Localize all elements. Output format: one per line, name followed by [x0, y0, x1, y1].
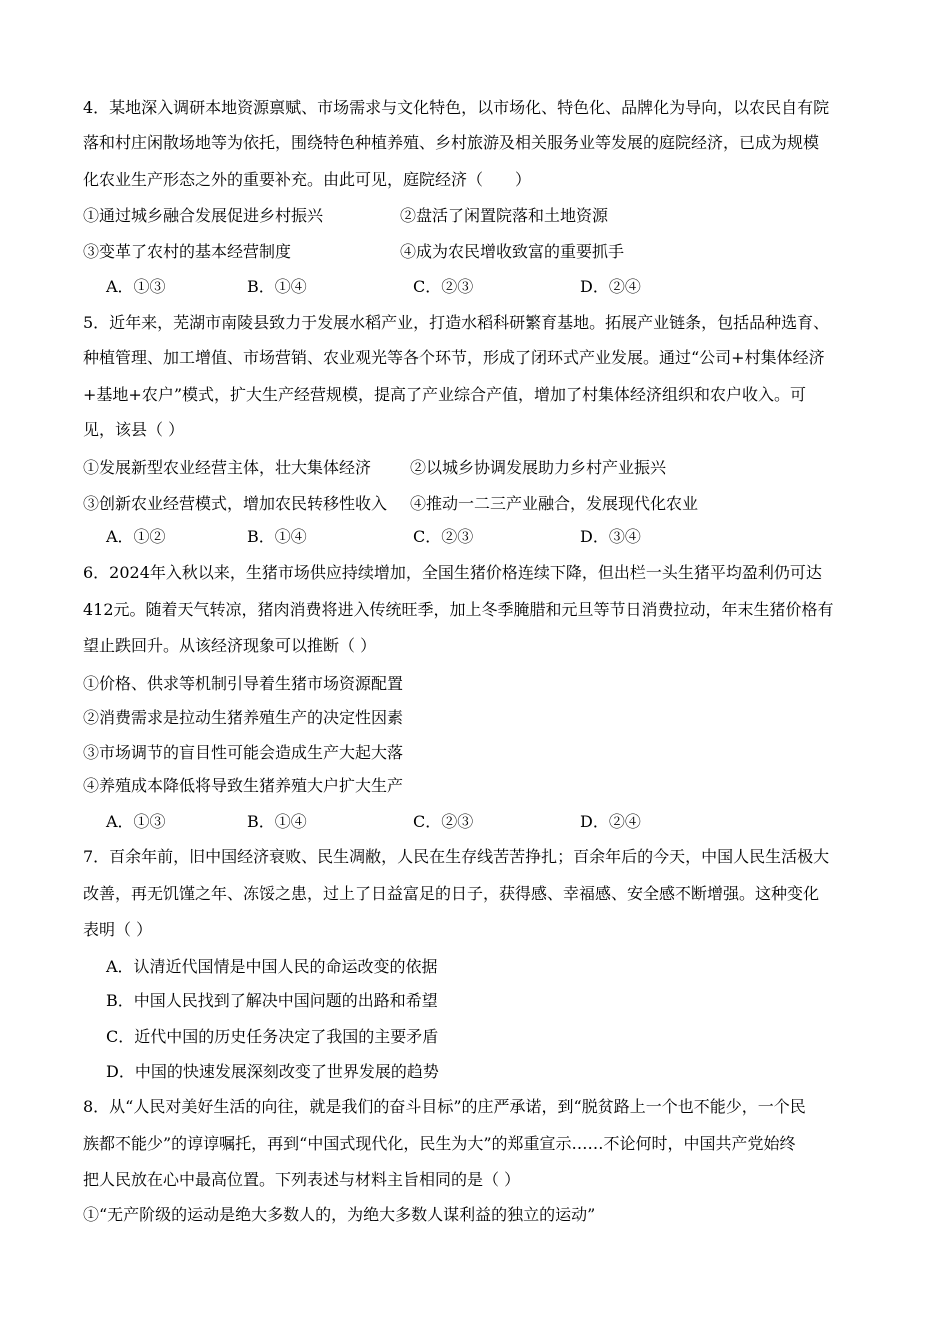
q5-option-a[interactable]: A．①② — [106, 527, 166, 546]
q5-statement-3: ③创新农业经营模式，增加农民转移性收入 — [83, 494, 388, 513]
q8-stem-line-1: 8．从“人民对美好生活的向往，就是我们的奋斗目标”的庄严承诺，到“脱贫路上一个也不能少，一个民 — [83, 1097, 806, 1116]
q5-statement-2: ②以城乡协调发展助力乡村产业振兴 — [410, 458, 667, 477]
q4-option-b[interactable]: B．①④ — [247, 277, 307, 296]
q6-statement-4: ④养殖成本降低将导致生猪养殖大户扩大生产 — [83, 776, 404, 795]
q6-option-a[interactable]: A．①③ — [106, 812, 166, 831]
q7-option-d[interactable]: D．中国的快速发展深刻改变了世界发展的趋势 — [106, 1062, 439, 1081]
q6-stem-line-3: 望止跌回升。从该经济现象可以推断（ ） — [83, 636, 377, 655]
q6-option-c[interactable]: C．②③ — [413, 812, 474, 831]
q4-stem-line-2: 落和村庄闲散场地等为依托，围绕特色种植养殖、乡村旅游及相关服务业等发展的庭院经济，已成为规模 — [83, 133, 820, 152]
q5-stem-line-2: 种植管理、加工增值、市场营销、农业观光等各个环节，形成了闭环式产业发展。通过“公司+村集体经济 — [83, 348, 825, 367]
q4-stem-line-1: 4．某地深入调研本地资源禀赋、市场需求与文化特色，以市场化、特色化、品牌化为导向，以农民自有院 — [83, 98, 830, 117]
q6-statement-2: ②消费需求是拉动生猪养殖生产的决定性因素 — [83, 708, 404, 727]
q4-stem-line-3: 化农业生产形态之外的重要补充。由此可见，庭院经济（ ） — [83, 170, 532, 189]
q5-statement-4: ④推动一二三产业融合，发展现代化农业 — [410, 494, 699, 513]
q4-option-c[interactable]: C．②③ — [413, 277, 474, 296]
q6-stem-line-1: 6．2024年入秋以来，生猪市场供应持续增加，全国生猪价格连续下降，但出栏一头生猪平均盈利仍可达 — [83, 563, 822, 582]
q4-option-d[interactable]: D．②④ — [580, 277, 641, 296]
q4-statement-3: ③变革了农村的基本经营制度 — [83, 242, 292, 261]
q7-stem-line-3: 表明（ ） — [83, 920, 153, 939]
q5-stem-line-4: 见，该县（ ） — [83, 420, 185, 439]
q8-statement-1: ①“无产阶级的运动是绝大多数人的，为绝大多数人谋利益的独立的运动” — [83, 1205, 596, 1224]
q4-statement-1: ①通过城乡融合发展促进乡村振兴 — [83, 206, 324, 225]
q6-option-d[interactable]: D．②④ — [580, 812, 641, 831]
q6-statement-3: ③市场调节的盲目性可能会造成生产大起大落 — [83, 743, 404, 762]
q6-option-b[interactable]: B．①④ — [247, 812, 307, 831]
q6-stem-line-2: 412元。随着天气转凉，猪肉消费将进入传统旺季，加上冬季腌腊和元旦等节日消费拉动，年末生猪价格有 — [83, 600, 834, 619]
q5-stem-line-1: 5．近年来，芜湖市南陵县致力于发展水稻产业，打造水稻科研繁育基地。拓展产业链条，包括品种选育、 — [83, 313, 830, 332]
q7-stem-line-1: 7．百余年前，旧中国经济衰败、民生凋敝，人民在生存线苦苦挣扎；百余年后的今天，中国人民生活极大 — [83, 847, 830, 866]
q5-statement-1: ①发展新型农业经营主体，壮大集体经济 — [83, 458, 372, 477]
q7-option-b[interactable]: B．中国人民找到了解决中国问题的出路和希望 — [106, 991, 438, 1010]
q4-statement-4: ④成为农民增收致富的重要抓手 — [400, 242, 625, 261]
q5-option-d[interactable]: D．③④ — [580, 527, 641, 546]
q4-statement-2: ②盘活了闲置院落和土地资源 — [400, 206, 609, 225]
q7-stem-line-2: 改善，再无饥馑之年、冻馁之患，过上了日益富足的日子，获得感、幸福感、安全感不断增强。这种变化 — [83, 884, 820, 903]
q5-option-c[interactable]: C．②③ — [413, 527, 474, 546]
q5-stem-line-3: +基地+农户”模式，扩大生产经营规模，提高了产业综合产值，增加了村集体经济组织和农户收入。可 — [83, 385, 806, 404]
q5-option-b[interactable]: B．①④ — [247, 527, 307, 546]
q4-option-a[interactable]: A．①③ — [106, 277, 166, 296]
q6-statement-1: ①价格、供求等机制引导着生猪市场资源配置 — [83, 674, 404, 693]
q8-stem-line-2: 族都不能少”的谆谆嘱托，再到“中国式现代化，民生为大”的郑重宣示……不论何时，中国共产党始终 — [83, 1134, 796, 1153]
q7-option-c[interactable]: C．近代中国的历史任务决定了我国的主要矛盾 — [106, 1027, 439, 1046]
q7-option-a[interactable]: A．认清近代国情是中国人民的命运改变的依据 — [106, 957, 438, 976]
q8-stem-line-3: 把人民放在心中最高位置。下列表述与材料主旨相同的是（ ） — [83, 1170, 521, 1189]
